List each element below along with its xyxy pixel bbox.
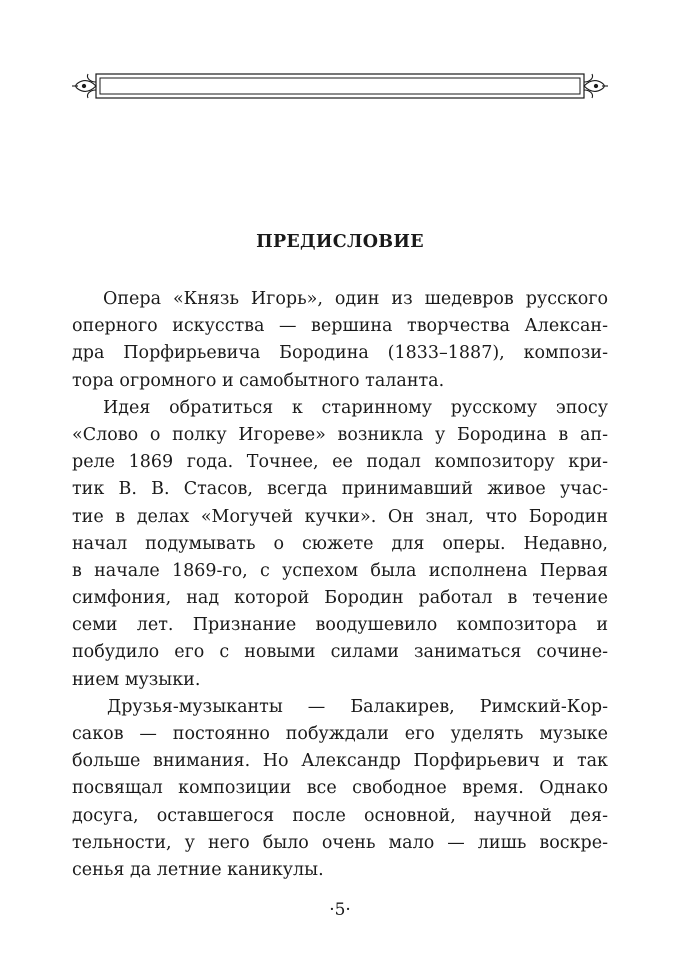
text-line: начал подумывать о сюжете для оперы. Недавно,	[72, 533, 608, 554]
text-line: оперного искусства — вершина творчества Алексан-	[72, 316, 608, 337]
text-line: саков — постоянно побуждали его уделять музыке	[72, 724, 608, 744]
text-line: Друзья-музыканты — Балакирев, Римский-Кор-	[107, 696, 608, 717]
text-line: Идея обратиться к старинному русскому эпосу	[103, 397, 608, 418]
text-line: больше внимания. Но Александр Порфирьевич и так	[72, 751, 608, 772]
text-line: сенья да летние каникулы.	[72, 859, 324, 880]
text-line: посвящал композиции все свободное время. Однако	[72, 778, 608, 799]
text-line: нием музыки.	[72, 669, 201, 690]
text-line: досуга, оставшегося после основной, научной дея-	[72, 805, 608, 826]
text-line: тик В. В. Стасов, всегда принимавший живое учас-	[72, 479, 608, 500]
body-text	[72, 286, 608, 884]
page-title: ПРЕДИСЛОВИЕ	[256, 232, 424, 252]
text-line: тие в делах «Могучей кучки». Он знал, что Бородин	[72, 506, 608, 527]
text-line: семи лет. Признание воодушевило композитора и	[72, 615, 608, 636]
right-flourish-icon	[584, 74, 608, 98]
page-number: ·5·	[329, 900, 351, 920]
text-line: тора огромного и самобытного таланта.	[72, 370, 445, 391]
left-flourish-icon	[72, 74, 96, 98]
text-line: дра Порфирьевича Бородина (1833–1887), компози-	[72, 343, 608, 364]
text-line: реле 1869 года. Точнее, ее подал композитору кри-	[72, 452, 608, 473]
ornament-frame-graphic	[70, 70, 610, 102]
text-line: побудило его с новыми силами заниматься сочине-	[72, 642, 608, 663]
text-line: «Слово о полку Игореве» возникла у Бородина в ап-	[72, 424, 608, 445]
header-ornament-frame	[70, 70, 610, 102]
text-line: тельности, у него было очень мало — лишь воскре-	[72, 832, 608, 853]
text-line: симфония, над которой Бородин работал в течение	[72, 588, 608, 609]
text-line: Опера «Князь Игорь», один из шедевров русского	[103, 289, 608, 309]
text-line: в начале 1869-го, с успехом была исполнена Первая	[72, 560, 608, 581]
